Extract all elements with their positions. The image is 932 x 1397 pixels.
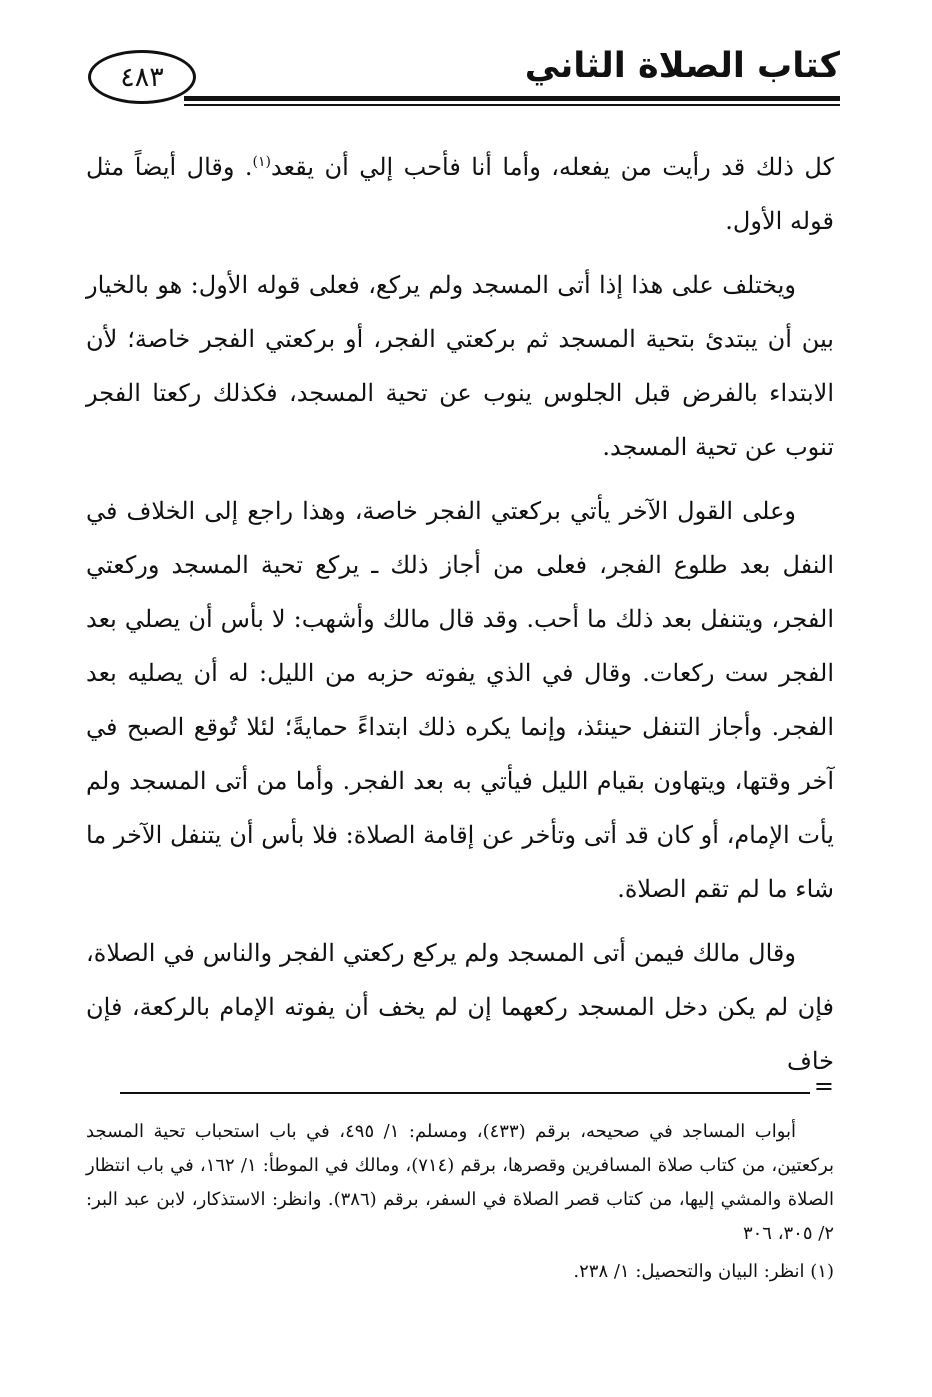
main-text xyxy=(86,140,834,1098)
footnote-marker-1: (١) xyxy=(252,154,272,170)
paragraph-1-text: كل ذلك قد رأيت من يفعله، وأما أنا فأحب إلي أن يقعد xyxy=(271,153,835,181)
book-title: كتاب الصلاة الثاني xyxy=(524,46,840,86)
page-number-oval xyxy=(88,50,196,104)
paragraph-2: ويختلف على هذا إذا أتى المسجد ولم يركع، فعلى قوله الأول: هو بالخيار بين أن يبتدئ بتحية المسجد ثم بركعتي الفجر، أو بركعتي الفجر خاصة؛ لأن الابتداء بالفرض قبل الجلوس ينوب عن تحية المسجد، فكذلك ركعتا الفجر تنوب عن تحية المسجد. xyxy=(86,271,834,461)
paragraph-3: وعلى القول الآخر يأتي بركعتي الفجر خاصة، وهذا راجع إلى الخلاف في النفل بعد طلوع الفجر، فعلى من أجاز ذلك ـ يركع تحية المسجد وركعتي الفجر، ويتنفل بعد ذلك ما أحب. وقد قال مالك وأشهب: لا بأس أن يصلي بعد الفجر ست ركعات. وقال في الذي يفوته حزبه من الليل: له أن يصليه بعد الفجر. وأجاز التنفل حينئذ، وإنما يكره ذلك ابتداءً حمايةً؛ لئلا تُوقع الصبح في آخر وقتها، ويتهاون بقيام الليل فيأتي به بعد الفجر. وأما من أتى المسجد ولم يأت الإمام، أو كان قد أتى وتأخر عن إقامة الصلاة: فلا بأس أن يتنفل الآخر ما شاء ما لم تقم الصلاة. xyxy=(86,497,834,903)
page-header xyxy=(88,44,840,114)
header-rule-thin xyxy=(184,104,840,106)
footnote-rule xyxy=(120,1092,810,1094)
paragraph-1 xyxy=(86,140,834,248)
footnote-continuation-mark: = xyxy=(813,1072,834,1100)
header-rule-thick xyxy=(184,96,840,101)
footnote-separator xyxy=(120,1072,834,1110)
footnote-continued: أبواب المساجد في صحيحه، برقم (٤٣٣)، ومسلم: ١/ ٤٩٥، في باب استحباب تحية المسجد بركعتين، من كتاب صلاة المسافرين وقصرها، برقم (٧١٤)، ومالك في الموطأ: ١/ ١٦٢، في باب انتظار الصلاة والمشي إليها، من كتاب قصر الصلاة في السفر، برقم (٣٨٦). وانظر: الاستذكار، لابن عبد البر: ٢/ ٣٠٥، ٣٠٦ xyxy=(86,1121,835,1244)
page-number: ٤٨٣ xyxy=(120,61,164,93)
footnotes xyxy=(86,1115,834,1289)
paragraph-1-tail: . وقال أيضاً مثل قوله الأول. xyxy=(86,153,834,235)
paragraph-4: وقال مالك فيمن أتى المسجد ولم يركع ركعتي الفجر والناس في الصلاة، فإن لم يكن دخل المسجد ركعهما إن لم يخف أن يفوته الإمام بالركعة، فإن خاف xyxy=(86,939,834,1075)
footnote-1: (١) انظر: البيان والتحصيل: ١/ ٢٣٨. xyxy=(573,1261,834,1282)
